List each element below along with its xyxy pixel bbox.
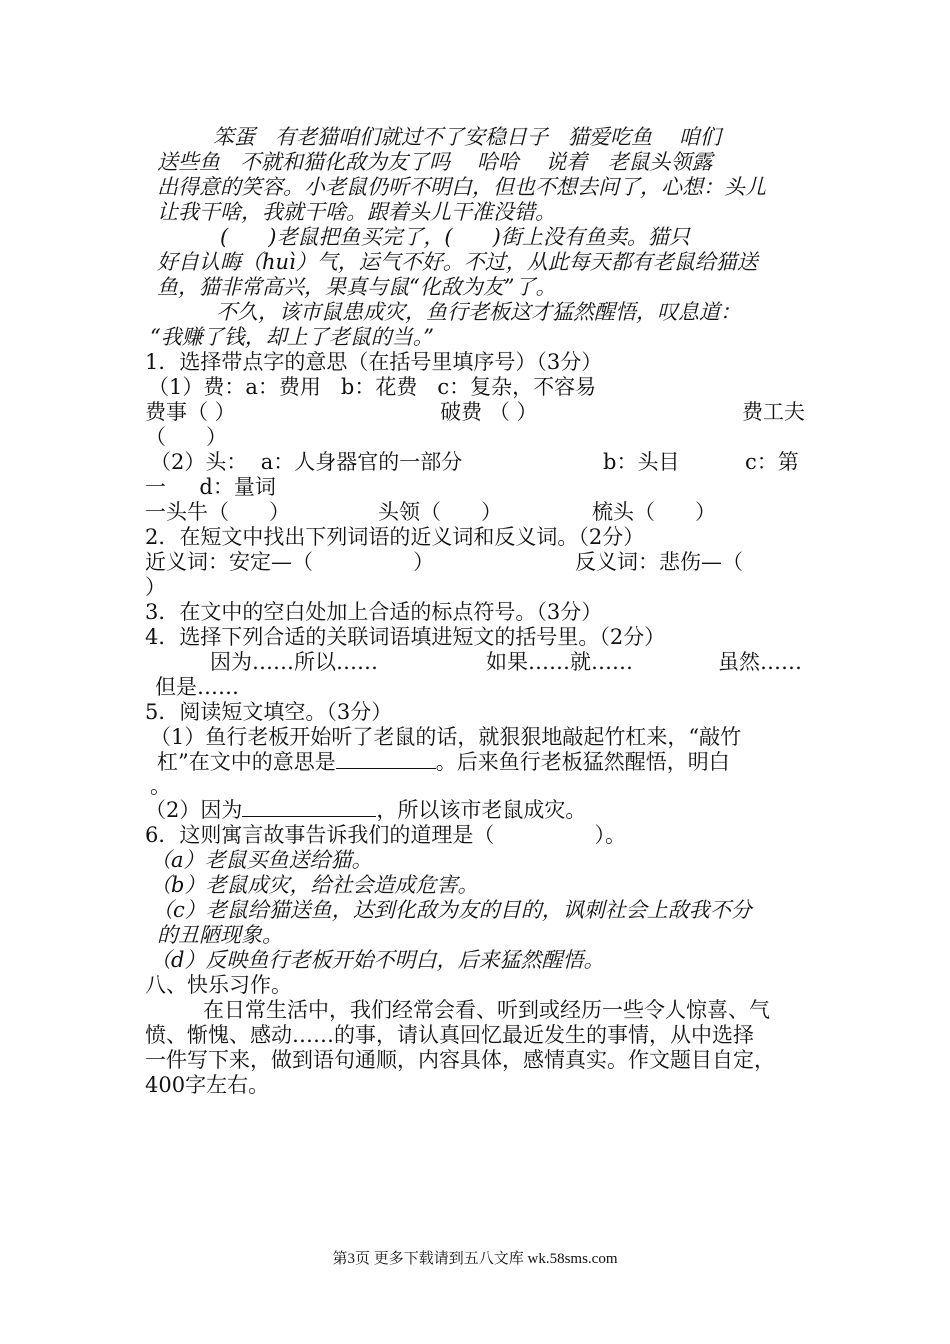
story-line-2: 送些鱼 不就和猫化敌为友了吗 哈哈 说着 老鼠头领露 [157, 150, 713, 174]
page-footer: 第3页 更多下载请到五八文库 wk.58sms.com [332, 1251, 618, 1267]
q5-s2-post: ，所以该市老鼠成灾。 [376, 798, 587, 822]
q1-item-feishi: 费事（ ） [145, 400, 236, 424]
story-line-9: “我赚了钱，却上了老鼠的当。” [150, 325, 434, 349]
q6-option-d: （d）反映鱼行老板开始不明白，后来猛然醒悟。 [150, 948, 605, 972]
q5-s1b-post: 。后来鱼行老板猛然醒悟，明白 [435, 750, 730, 774]
q5-title: 5．阅读短文填空。（3分） [145, 700, 393, 724]
q5-sentence-2 [145, 798, 586, 822]
q1-item-pofei: 破费 （ ） [440, 400, 538, 424]
q5-s2-pre: （2）因为 [145, 798, 243, 822]
q6-option-a: （a）老鼠买鱼送给猫。 [150, 848, 373, 872]
story-line-7: 鱼，猫非常高兴，果真与鼠“化敌为友”了。 [157, 275, 557, 299]
q1-part2-def-a: （2）头： a：人身器官的一部分 [150, 450, 463, 474]
q4-title: 4．选择下列合适的关联词语填进短文的括号里。（2分） [145, 625, 666, 649]
q2-antonym: 反义词：悲伤—（ [575, 550, 743, 574]
q1-item-feigongfu: 费工夫 [741, 400, 805, 424]
q6-option-b: （b）老鼠成灾，给社会造成危害。 [150, 873, 479, 897]
story-line-1: 笨蛋 有老猫咱们就过不了安稳日子 猫爱吃鱼 咱们 [213, 125, 721, 149]
q1-part2-def-b: b：头目 [603, 450, 680, 474]
q1-item-yitouniu: 一头牛（ ） [145, 500, 291, 524]
section8-para-2: 愤、惭愧、感动……的事，请认真回忆最近发生的事情，从中选择 [145, 1023, 754, 1047]
q1-part2-def-c: c：第 [745, 450, 799, 474]
q5-sentence-1: （1）鱼行老板开始听了老鼠的话，就狠狠地敲起竹杠来，“敲竹 [150, 725, 742, 749]
q1-part1-items [145, 400, 805, 424]
q5-sentence-1c: 。 [150, 774, 171, 798]
q1-item-touling: 头领（ ） [378, 500, 503, 524]
q4-option-3: 虽然…… [718, 650, 802, 674]
q2-synonym: 近义词：安定—（ ） [145, 550, 435, 574]
story-line-5: ( )老鼠把鱼买完了，( )街上没有鱼卖。猫只 [220, 225, 690, 249]
q1-part1-definitions: （1）费：a：费用 b：花费 c：复杂，不容易 [148, 375, 597, 399]
section8-para-1: 在日常生活中，我们经常会看、听到或经历一些令人惊喜、气 [203, 998, 770, 1022]
q3-title: 3．在文中的空白处加上合适的标点符号。（3分） [145, 600, 603, 624]
q5-blank-2[interactable] [242, 798, 376, 817]
q1-item-shutou: 梳头（ ） [592, 500, 717, 524]
q5-blank-1[interactable] [336, 750, 436, 769]
q1-part2-def-d: 一 d：量词 [145, 475, 276, 499]
q4-option-1: 因为……所以…… [210, 650, 378, 674]
q2-title: 2．在短文中找出下列词语的近义词和反义词。（2分） [145, 525, 645, 549]
q4-option-2: 如果……就…… [486, 650, 633, 674]
q6-option-c: （c）老鼠给猫送鱼，达到化敌为友的目的，讽刺社会上敌我不分 [152, 898, 752, 922]
q4-option-3-cont: 但是…… [155, 675, 239, 699]
section8-para-3: 一件写下来，做到语句通顺，内容具体，感情真实。作文题目自定， [145, 1048, 775, 1072]
section8-title: 八、快乐习作。 [145, 973, 292, 997]
section8-para-4: 400字左右。 [145, 1073, 270, 1097]
q5-s1b-pre: 杠”在文中的意思是 [157, 750, 336, 774]
q2-antonym-close: ） [145, 575, 166, 599]
story-line-6: 好自认晦（huì）气，运气不好。不过，从此每天都有老鼠给猫送 [157, 250, 758, 274]
q1-item-feigongfu-blank: （ ） [145, 425, 228, 449]
q6-option-c-cont: 的丑陋现象。 [157, 923, 283, 947]
story-line-8: 不久，该市鼠患成灾，鱼行老板这才猛然醒悟，叹息道： [216, 300, 741, 324]
story-line-4: 让我干啥，我就干啥。跟着头儿干准没错。 [157, 200, 556, 224]
story-line-3: 出得意的笑容。小老鼠仍听不明白，但也不想去问了，心想：头儿 [157, 175, 766, 199]
q6-title: 6．这则寓言故事告诉我们的道理是（ ）。 [145, 823, 626, 847]
q1-title: 1．选择带点字的意思（在括号里填序号）（3分） [145, 350, 603, 374]
q5-sentence-1b [157, 750, 730, 774]
